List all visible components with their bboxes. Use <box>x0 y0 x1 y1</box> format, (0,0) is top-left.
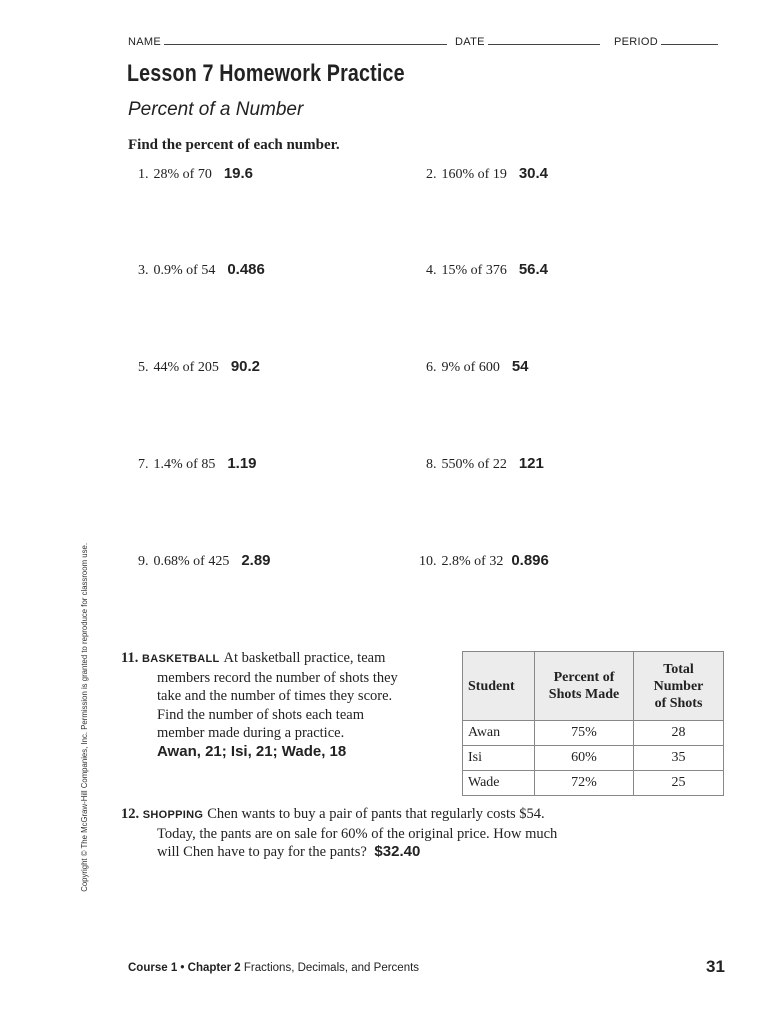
problem-text: 0.68% of 425 <box>153 554 230 569</box>
problem-number: 5. <box>138 360 149 375</box>
problem-9 <box>138 552 271 570</box>
problem-answer: $32.40 <box>374 843 421 860</box>
table-row <box>463 721 724 746</box>
problem-number: 2. <box>426 167 437 182</box>
problem-number: 7. <box>138 457 149 472</box>
problem-line: Find the number of shots each team <box>157 706 364 723</box>
problem-answer: 90.2 <box>230 358 261 375</box>
page-subtitle: Percent of a Number <box>128 99 304 120</box>
table-row <box>463 771 724 796</box>
period-label: PERIOD <box>614 36 658 48</box>
problem-number: 3. <box>138 263 149 278</box>
problem-8 <box>426 455 544 473</box>
problem-number: 6. <box>426 360 437 375</box>
problem-11 <box>121 649 451 761</box>
problem-answer: 121 <box>518 455 544 472</box>
problem-2 <box>426 165 548 183</box>
header-line: Shots Made <box>548 687 620 702</box>
footer-chapter-title: Fractions, Decimals, and Percents <box>243 962 420 974</box>
shots-table <box>462 651 724 796</box>
table-header <box>634 652 724 721</box>
problem-number: 10. <box>419 554 437 569</box>
problem-answer: 2.89 <box>241 552 271 569</box>
problem-line: members record the number of shots they <box>157 669 398 686</box>
problem-line: Chen wants to buy a pair of pants that regularly costs $54. <box>207 806 545 822</box>
header-line: Percent of <box>553 670 615 685</box>
problem-10 <box>419 552 549 570</box>
page-title: Lesson 7 Homework Practice <box>127 60 405 87</box>
problem-answer: 0.486 <box>227 261 265 278</box>
footer-chapter: Chapter 2 <box>187 962 241 974</box>
problem-text: 1.4% of 85 <box>153 457 216 472</box>
copyright-strip <box>80 543 92 892</box>
problem-6 <box>426 358 529 376</box>
problem-text: 160% of 19 <box>441 167 507 182</box>
problem-text: 28% of 70 <box>153 167 212 182</box>
problem-number: 12. <box>121 806 140 822</box>
problem-7 <box>138 455 257 473</box>
problem-text: 9% of 600 <box>441 360 500 375</box>
date-field <box>455 34 600 48</box>
problem-number: 9. <box>138 554 149 569</box>
problem-answer: 19.6 <box>223 165 254 182</box>
problem-answer: 56.4 <box>518 261 549 278</box>
problem-5 <box>138 358 260 376</box>
footer-course: Course 1 <box>128 962 178 974</box>
table-cell: 35 <box>634 746 724 771</box>
problem-text: 2.8% of 32 <box>441 554 504 569</box>
problem-answer: 1.19 <box>227 455 257 472</box>
problem-label: BASKETBALL <box>141 653 220 665</box>
problem-text: 550% of 22 <box>441 457 507 472</box>
period-blank <box>661 34 718 45</box>
page-number: 31 <box>706 957 725 976</box>
table-cell: Wade <box>463 771 535 796</box>
header-line: Student <box>468 678 515 694</box>
footer <box>128 962 419 974</box>
footer-bullet: • <box>180 962 185 974</box>
header-line: Number <box>653 678 704 694</box>
problem-line: take and the number of times they score. <box>157 688 393 704</box>
table-cell: Isi <box>463 746 535 771</box>
problem-text: 15% of 376 <box>441 263 507 278</box>
problem-answer: 30.4 <box>518 165 549 182</box>
problem-answer: 54 <box>511 358 529 375</box>
table-header-row <box>463 652 724 721</box>
problem-number: 11. <box>121 650 139 666</box>
header-line: Total <box>663 661 694 677</box>
copyright-text: Copyright © The McGraw-Hill Companies, Inc. Permission is granted to reproduce for classroom use. <box>80 543 89 892</box>
problem-4 <box>426 261 548 279</box>
name-label: NAME <box>128 36 161 48</box>
problem-number: 4. <box>426 263 437 278</box>
date-label: DATE <box>455 36 485 48</box>
problem-answer: Awan, 21; Isi, 21; Wade, 18 <box>157 742 347 760</box>
table-header <box>463 652 535 721</box>
table-cell: Awan <box>463 721 535 746</box>
header-line: of Shots <box>654 695 703 711</box>
problem-text: 0.9% of 54 <box>153 263 216 278</box>
problem-line: will Chen have to pay for the pants? <box>157 844 367 860</box>
table-cell: 60% <box>535 746 634 771</box>
problem-label: SHOPPING <box>142 809 204 821</box>
problem-number: 1. <box>138 167 149 182</box>
problem-answer: 0.896 <box>511 552 549 569</box>
problem-12 <box>121 805 641 862</box>
table-cell: 25 <box>634 771 724 796</box>
problem-number: 8. <box>426 457 437 472</box>
problem-line: member made during a practice. <box>157 725 345 741</box>
problem-line: At basketball practice, team <box>223 650 386 666</box>
name-field <box>128 34 447 48</box>
problem-1 <box>138 165 253 183</box>
table-cell: 72% <box>535 771 634 796</box>
table-row <box>463 746 724 771</box>
table-cell: 28 <box>634 721 724 746</box>
period-field <box>614 34 718 48</box>
table-header <box>535 652 634 721</box>
problem-3 <box>138 261 265 279</box>
table-cell: 75% <box>535 721 634 746</box>
instructions: Find the percent of each number. <box>128 137 340 153</box>
problem-line: Today, the pants are on sale for 60% of the original price. How much <box>157 825 558 842</box>
name-blank <box>164 34 447 45</box>
problem-text: 44% of 205 <box>153 360 219 375</box>
date-blank <box>488 34 600 45</box>
